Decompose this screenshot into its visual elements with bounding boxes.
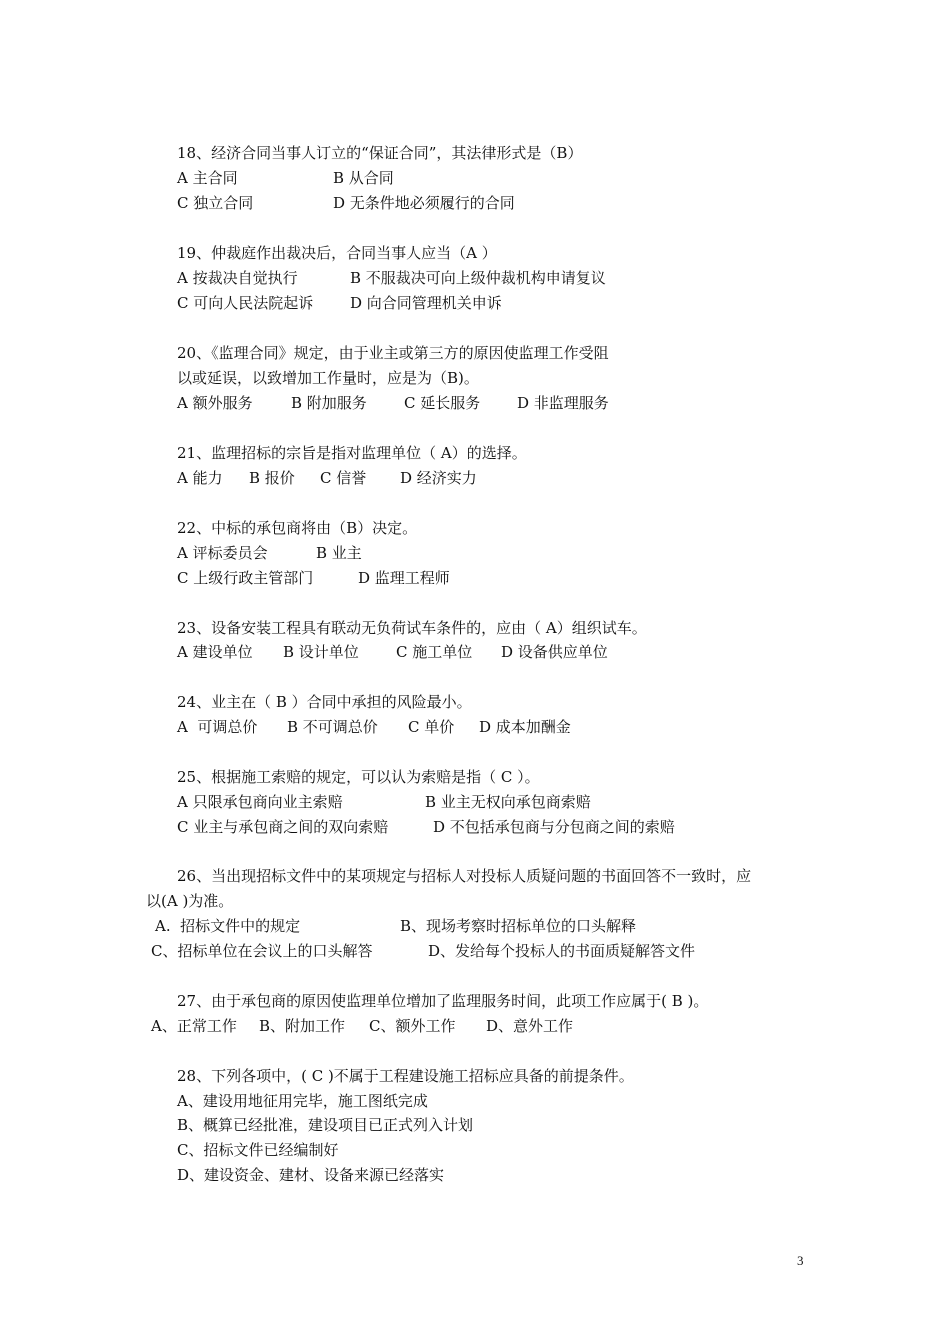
question-26-stem: 26、当出现招标文件中的某项规定与招标人对投标人质疑问题的书面回答不一致时，应 — [177, 867, 752, 885]
question-19-option-b: B 不服裁决可向上级仲裁机构申请复议 — [350, 269, 606, 287]
question-21-option-a: A 能力 — [177, 469, 223, 487]
question-22-stem: 22、中标的承包商将由（B）决定。 — [177, 519, 418, 537]
question-20-option-b: B 附加服务 — [291, 394, 367, 412]
question-26-option-d: D、发给每个投标人的书面质疑解答文件 — [428, 942, 696, 960]
question-24-stem: 24、业主在（ B ）合同中承担的风险最小。 — [177, 693, 472, 711]
question-20-option-d: D 非监理服务 — [517, 394, 609, 412]
question-26-option-c: C、招标单位在会议上的口头解答 — [151, 942, 373, 960]
question-18-option-c: C 独立合同 — [177, 194, 254, 212]
question-26-option-a: A. 招标文件中的规定 — [155, 917, 301, 935]
question-18-option-b: B 从合同 — [333, 169, 394, 187]
question-22-option-a: A 评标委员会 — [177, 544, 268, 562]
question-18-stem: 18、经济合同当事人订立的“保证合同”，其法律形式是（B） — [177, 144, 583, 162]
question-28-option-a: A、建设用地征用完毕，施工图纸完成 — [177, 1092, 428, 1110]
question-24-option-b: B 不可调总价 — [287, 718, 378, 736]
question-22-option-d: D 监理工程师 — [358, 569, 450, 587]
question-19-option-c: C 可向人民法院起诉 — [177, 294, 314, 312]
question-21-option-b: B 报价 — [249, 469, 295, 487]
question-19-stem: 19、仲裁庭作出裁决后，合同当事人应当（A ） — [177, 244, 497, 262]
question-22-option-b: B 业主 — [316, 544, 362, 562]
question-25-option-a: A 只限承包商向业主索赔 — [177, 793, 343, 811]
question-20-option-c: C 延长服务 — [404, 394, 481, 412]
question-27-option-a: A、正常工作 — [151, 1017, 237, 1035]
question-20-option-a: A 额外服务 — [177, 394, 253, 412]
question-18-option-d: D 无条件地必须履行的合同 — [333, 194, 515, 212]
question-25-option-c: C 业主与承包商之间的双向索赔 — [177, 818, 389, 836]
question-27-option-d: D、意外工作 — [486, 1017, 574, 1035]
question-21-stem: 21、监理招标的宗旨是指对监理单位（ A）的选择。 — [177, 444, 527, 462]
question-24-option-a: A 可调总价 — [177, 718, 258, 736]
question-21-option-d: D 经济实力 — [400, 469, 477, 487]
question-25-stem: 25、根据施工索赔的规定，可以认为索赔是指（ C ）。 — [177, 768, 540, 786]
page-number: 3 — [797, 1253, 804, 1268]
question-28-stem: 28、下列各项中，( C )不属于工程建设施工招标应具备的前提条件。 — [177, 1067, 634, 1085]
question-27-stem: 27、由于承包商的原因使监理单位增加了监理服务时间，此项工作应属于( B )。 — [177, 992, 709, 1010]
question-28-option-d: D、建设资金、建材、设备来源已经落实 — [177, 1166, 445, 1184]
question-23-option-b: B 设计单位 — [283, 643, 359, 661]
question-20-stem: 20、《监理合同》规定，由于业主或第三方的原因使监理工作受阻 — [177, 344, 609, 362]
question-27-option-c: C、额外工作 — [369, 1017, 456, 1035]
question-24-option-d: D 成本加酬金 — [479, 718, 571, 736]
question-25-option-b: B 业主无权向承包商索赔 — [425, 793, 591, 811]
question-21-option-c: C 信誉 — [320, 469, 367, 487]
question-20-stem-continued: 以或延误，以致增加工作量时，应是为（B)。 — [177, 369, 479, 387]
question-22-option-c: C 上级行政主管部门 — [177, 569, 314, 587]
question-28-option-c: C、招标文件已经编制好 — [177, 1141, 339, 1159]
question-23-option-a: A 建设单位 — [177, 643, 253, 661]
question-28-option-b: B、概算已经批准，建设项目已正式列入计划 — [177, 1116, 474, 1134]
question-26-option-b: B、现场考察时招标单位的口头解释 — [400, 917, 637, 935]
question-26-stem-continued: 以(A )为准。 — [146, 892, 234, 910]
question-27-option-b: B、附加工作 — [259, 1017, 346, 1035]
question-25-option-d: D 不包括承包商与分包商之间的索赔 — [433, 818, 675, 836]
question-19-option-a: A 按裁决自觉执行 — [177, 269, 298, 287]
question-18-option-a: A 主合同 — [177, 169, 238, 187]
question-23-stem: 23、设备安装工程具有联动无负荷试车条件的，应由（ A）组织试车。 — [177, 619, 647, 637]
question-19-option-d: D 向合同管理机关申诉 — [350, 294, 502, 312]
question-23-option-c: C 施工单位 — [396, 643, 473, 661]
question-23-option-d: D 设备供应单位 — [501, 643, 608, 661]
question-24-option-c: C 单价 — [408, 718, 455, 736]
